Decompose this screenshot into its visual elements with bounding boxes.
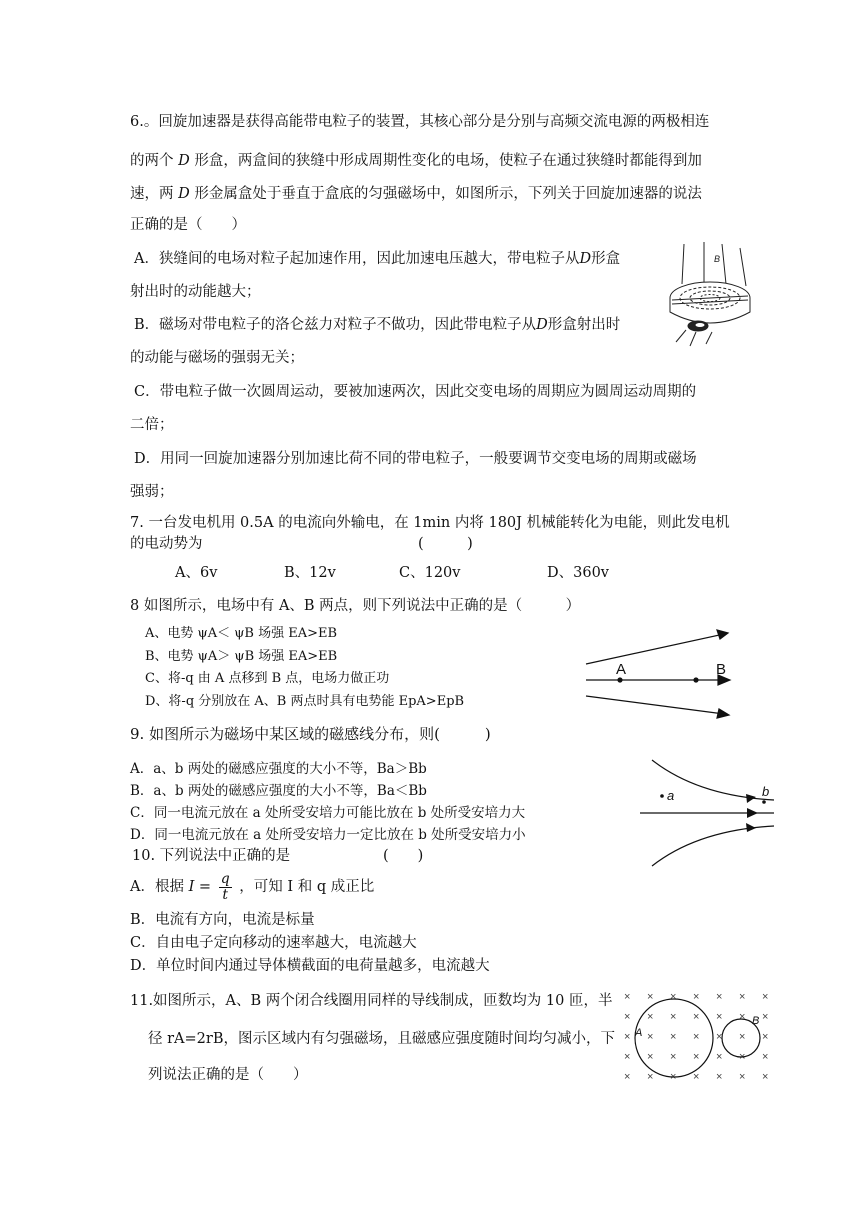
q6-line-2-a: 的两个 [130, 153, 174, 169]
coil-drawing [620, 988, 782, 1088]
q6-option-c-line-1: C．带电粒子做一次圆周运动，要被加速两次，因此交变电场的周期应为圆周运动周期的 [134, 384, 697, 400]
q11-line-2: 径 rA=2rB，图示区域内有匀强磁场，且磁感应强度随时间均匀减小，下 [148, 1031, 615, 1047]
q10-option-b: B．电流有方向，电流是标量 [130, 912, 315, 928]
q11-line-3: 列说法正确的是（ ） [148, 1067, 308, 1083]
field-cross-mark: × [693, 991, 700, 1003]
q6-option-b-text: B．磁场对带电粒子的洛仑兹力对粒子不做功，因此带电粒子从 [134, 317, 537, 333]
q7-option-a: A、6v [175, 565, 218, 581]
q9-option-c: C．同一电流元放在 a 处所受安培力可能比放在 b 处所受安培力大 [130, 805, 526, 821]
q6-option-a-text: A．狭缝间的电场对粒子起加速作用，因此加速电压越大，带电粒子从 [134, 251, 580, 267]
q10-option-a-prefix: A．根据 [130, 879, 184, 896]
q6-line-1: 6.。回旋加速器是获得高能带电粒子的装置，其核心部分是分别与高频交流电源的两极相连 [130, 114, 710, 130]
q6-option-b-line-1 [134, 318, 620, 333]
d-letter: D [579, 251, 592, 267]
q6-option-d-line-2: 强弱； [130, 484, 174, 500]
cyclotron-drawing [664, 238, 760, 348]
q6-line-3-b: 形金属盒处于垂直于盒底的匀强磁场中，如图所示，下列关于回旋加速器的说法 [194, 186, 702, 202]
q8-stem: 8 如图所示，电场中有 A、B 两点，则下列说法中正确的是（ ） [130, 598, 581, 614]
q7-option-d: D、360v [547, 565, 609, 581]
magnetic-field-figure [638, 756, 778, 870]
d-letter: D [178, 186, 190, 202]
field-cross-mark: × [693, 1011, 700, 1023]
d-letter: D [178, 153, 190, 169]
field-cross-mark: × [739, 1051, 746, 1063]
q6-option-b-text-b: 形盒射出时 [547, 317, 621, 333]
q7-line-2: 的电动势为 [130, 536, 203, 552]
field-cross-mark: × [670, 1051, 677, 1063]
field-cross-mark: × [647, 1011, 654, 1023]
q8-option-b: B、电势 ψA＞ ψB 场强 EA>EB [145, 649, 338, 664]
point-label-a: a [667, 788, 675, 803]
field-cross-mark: × [647, 1051, 654, 1063]
q10-stem: 10. 下列说法中正确的是 [132, 848, 291, 864]
field-cross-mark: × [693, 1031, 700, 1043]
field-cross-mark: × [762, 1051, 769, 1063]
q6-line-2-b: 形盒，两盒间的狭缝中形成周期性变化的电场，使粒子在通过狭缝时都能得到加 [194, 153, 702, 169]
field-cross-mark: × [670, 991, 677, 1003]
q9-option-d: D．同一电流元放在 a 处所受安培力一定比放在 b 处所受安培力小 [130, 827, 526, 843]
q6-line-2 [130, 154, 702, 169]
formula-numerator: q [220, 871, 230, 887]
field-cross-mark: × [716, 1031, 723, 1043]
q11-line-1: 11.如图所示，A、B 两个闭合线圈用同样的导线制成，匝数均为 10 匝，半 [130, 993, 613, 1009]
point-label-a: A [616, 661, 627, 678]
field-cross-mark: × [739, 1071, 746, 1083]
field-cross-mark: × [739, 991, 746, 1003]
q6-option-c-line-2: 二倍； [130, 417, 174, 433]
field-cross-mark: × [739, 1011, 746, 1023]
q6-option-a-line-1 [134, 252, 620, 267]
field-cross-mark: × [716, 1051, 723, 1063]
q7-option-c: C、120v [399, 565, 461, 581]
q10-option-a-suffix: ，可知 I 和 q 成正比 [239, 879, 375, 896]
q7-line-1: 7. 一台发电机用 0.5A 的电流向外输电，在 1min 内将 180J 机械能转化为电能，则此发电机 [130, 515, 730, 531]
formula-lhs: I = [188, 879, 212, 896]
field-cross-mark: × [762, 1011, 769, 1023]
field-cross-mark: × [739, 1031, 746, 1043]
electric-field-drawing [584, 626, 734, 722]
field-cross-mark: × [693, 1071, 700, 1083]
field-cross-mark: × [693, 1051, 700, 1063]
q6-line-4: 正确的是（ ） [130, 217, 246, 233]
q9-option-b: B．a、b 两处的磁感应强度的大小不等，Ba＜Bb [130, 783, 427, 799]
q6-option-a-text-b: 形盒 [591, 251, 621, 267]
field-cross-mark: × [624, 1071, 631, 1083]
q10-answer-paren: ( ) [383, 848, 424, 864]
q6-option-d-line-1: D．用同一回旋加速器分别加速比荷不同的带电粒子，一般要调节交变电场的周期或磁场 [134, 451, 697, 467]
field-label-b: B [714, 254, 721, 264]
d-letter: D [536, 317, 548, 333]
field-cross-mark: × [762, 1071, 769, 1083]
q8-option-c: C、将-q 由 A 点移到 B 点，电场力做正功 [145, 671, 390, 686]
field-cross-mark: × [670, 1071, 677, 1083]
field-cross-mark: × [647, 1071, 654, 1083]
field-cross-mark: × [647, 1031, 654, 1043]
field-cross-mark: × [716, 1011, 723, 1023]
field-cross-mark: × [762, 1031, 769, 1043]
field-cross-mark: × [716, 991, 723, 1003]
q6-option-a-line-2: 射出时的动能越大； [130, 284, 261, 300]
q10-option-c: C．自由电子定向移动的速率越大，电流越大 [130, 935, 417, 951]
q10-option-d: D．单位时间内通过导体横截面的电荷量越多，电流越大 [130, 958, 490, 974]
field-cross-mark: × [670, 1011, 677, 1023]
magnetic-field-drawing [638, 756, 778, 870]
field-cross-mark: × [624, 1011, 631, 1023]
point-label-b: b [762, 784, 770, 799]
q6-line-3-a: 速，两 [130, 186, 174, 202]
q6-option-b-line-2: 的动能与磁场的强弱无关； [130, 350, 304, 366]
field-cross-mark: × [624, 1031, 631, 1043]
field-cross-mark: × [624, 1051, 631, 1063]
q7-answer-paren: ( ) [418, 536, 473, 552]
q9-option-a: A．a、b 两处的磁感应强度的大小不等，Ba＞Bb [130, 761, 427, 777]
field-cross-mark: × [670, 1031, 677, 1043]
coil-label-a: A [635, 1027, 643, 1039]
formula-fraction [219, 872, 232, 902]
field-cross-mark: × [647, 991, 654, 1003]
coil-label-b: B [752, 1015, 760, 1027]
field-cross-mark: × [716, 1071, 723, 1083]
q8-option-d: D、将-q 分别放在 A、B 两点时具有电势能 EpA>EpB [145, 694, 465, 709]
cyclotron-figure [664, 238, 760, 348]
field-cross-mark: × [624, 991, 631, 1003]
q9-stem: 9. 如图所示为磁场中某区域的磁感线分布，则( ) [130, 725, 491, 743]
q6-line-3 [130, 187, 702, 202]
formula-denominator: t [222, 886, 228, 903]
q10-option-a [130, 872, 374, 902]
coil-figure [620, 988, 782, 1088]
electric-field-figure [584, 626, 734, 722]
field-cross-mark: × [762, 991, 769, 1003]
q7-option-b: B、12v [284, 565, 336, 581]
point-label-b: B [716, 661, 727, 678]
q8-option-a: A、电势 ψA＜ ψB 场强 EA>EB [145, 626, 338, 641]
